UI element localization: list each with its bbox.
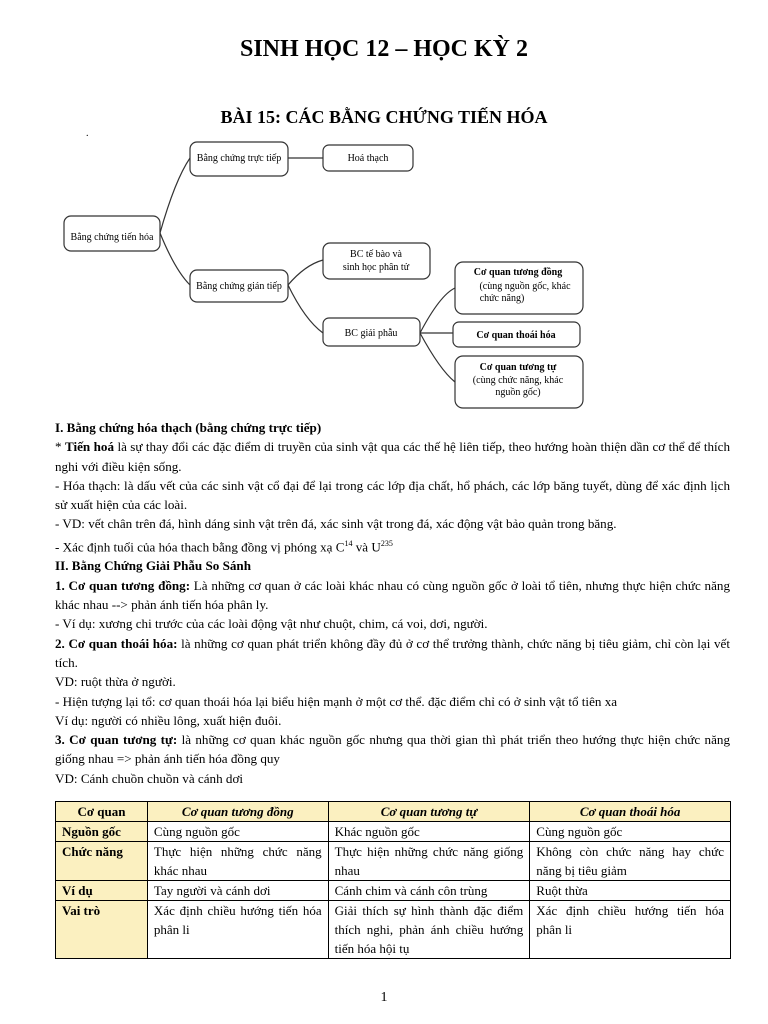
row-header: Vai trò [56,901,148,959]
analogous-vd: VD: Cánh chuồn chuồn và cánh dơi [55,770,244,786]
homologous-example: - Ví dụ: xương chi trước của các loài động vật như chuột, chim, cá voi, dơi, người. [55,616,488,632]
table-cell: Thực hiện những chức năng khác nhau [147,842,328,881]
row-header: Nguồn gốc [56,822,148,842]
table-cell: Cánh chim và cánh côn trùng [328,881,530,901]
table-cell: Ruột thừa [530,881,731,901]
section2-heading: II. Bằng Chứng Giải Phẫu So Sánh [55,558,251,574]
section1-heading: I. Bằng chứng hóa thạch (bằng chứng trực tiếp) [55,420,322,435]
table-row [56,881,731,901]
node-homologous-title: Cơ quan tương đồng [473,267,563,278]
table-row [56,901,731,959]
table-header: Cơ quan thoái hóa [530,802,731,822]
page-number: 1 [380,990,388,1005]
table-header: Cơ quan tương đồng [147,802,328,822]
page-title: SINH HỌC 12 – HỌC KỲ 2 [239,36,529,62]
lesson-title: BÀI 15: CÁC BẰNG CHỨNG TIẾN HÓA [220,107,548,127]
node-root: Bằng chứng tiến hóa [70,232,154,243]
atavism-text: - Hiện tượng lại tổ: cơ quan thoái hóa lại biểu hiện mạnh ở một cơ thể. đặc điểm chỉ có ở sinh vật tổ tiên xa [55,693,618,709]
table-cell: Khác nguồn gốc [328,822,530,842]
evidence-diagram [0,130,768,415]
table-cell: Cùng nguồn gốc [147,822,328,842]
table-header: Cơ quan tương tự [328,802,530,822]
fossil-definition: - Hóa thạch: là dấu vết của các sinh vật cổ đại để lại trong các lớp địa chất, hổ phách, các lớp băng tuyết, dùng để xác định lịch sử xuất hiện của các loài. [55,477,730,513]
node-cell-line1: BC tế bào và [350,249,402,260]
node-cell-line2: sinh học phân tử [342,262,410,273]
table-header: Cơ quan [56,802,148,822]
table-cell: Thực hiện những chức năng giống nhau [328,842,530,881]
comparison-table [55,801,731,959]
atavism-example: Ví dụ: người có nhiều lông, xuất hiện đuôi. [55,712,282,728]
vestigial-definition: 2. Cơ quan thoái hóa: là những cơ quan phát triển không đầy đủ ở cơ thể trưởng thành, chức năng bị tiêu giảm, chỉ còn lại vết tích. [55,635,730,670]
table-cell: Xác định chiều hướng tiến hóa phân li [530,901,731,959]
homologous-definition: 1. Cơ quan tương đồng: Là những cơ quan ở các loài khác nhau có cùng nguồn gốc ở loài tổ tiên, nhưng thực hiện chức năng khác nhau --> phản ánh tiến hóa phân ly. [55,577,730,613]
vestigial-vd: VD: ruột thừa ở người. [55,674,176,690]
node-indirect: Bằng chứng gián tiếp [196,281,282,292]
table-cell: Không còn chức năng hay chức năng bị tiêu giảm [530,842,731,881]
lesson-content [55,418,730,788]
table-cell: Tay người và cánh dơi [147,881,328,901]
node-fossil: Hoá thạch [347,153,389,164]
row-header: Ví dụ [56,881,148,901]
node-homologous-line1: (cùng nguồn gốc, khác [479,281,571,292]
evolution-definition: * Tiến hoá là sự thay đổi các đặc điểm di truyền của sinh vật qua các thế hệ liên tiếp, theo hướng hoàn thiện dần cơ thể để thích nghi với điều kiện sống. [55,439,730,474]
node-analogous-line2: nguồn gốc) [495,387,541,398]
table-cell: Xác định chiều hướng tiến hóa phân li [147,901,328,959]
stray-dot: . [86,128,89,139]
node-analogous-line1: (cùng chức năng, khác [472,375,564,386]
node-vestigial: Cơ quan thoái hóa [476,330,556,341]
node-anatomy: BC giải phẫu [344,328,398,339]
analogous-definition: 3. Cơ quan tương tự: là những cơ quan khác nguồn gốc nhưng qua thời gian thì phát triển theo hướng thực hiện chức năng giống nhau => phản ánh tiến hóa đồng quy [55,732,730,767]
node-analogous-title: Cơ quan tương tự [479,362,557,373]
row-header: Chức năng [56,842,148,881]
fossil-dating: - Xác định tuổi của hóa thach bằng đồng vị phóng xạ $C^{14}$ và $U^{235}$ [55,538,393,555]
table-row [56,822,731,842]
node-homologous-line2: chức năng) [479,293,525,304]
table-row [56,842,731,881]
node-direct: Bằng chứng trực tiếp [196,153,282,164]
table-header-row [56,802,731,822]
table-cell: Giải thích sự hình thành đặc điểm thích nghi, phản ánh chiều hướng tiến hóa hội tụ [328,901,530,959]
table-cell: Cùng nguồn gốc [530,822,731,842]
fossil-example: - VD: vết chân trên đá, hình dáng sinh vật trên đá, xác sinh vật trong đá, xác động vật bảo quản trong băng. [55,516,617,532]
